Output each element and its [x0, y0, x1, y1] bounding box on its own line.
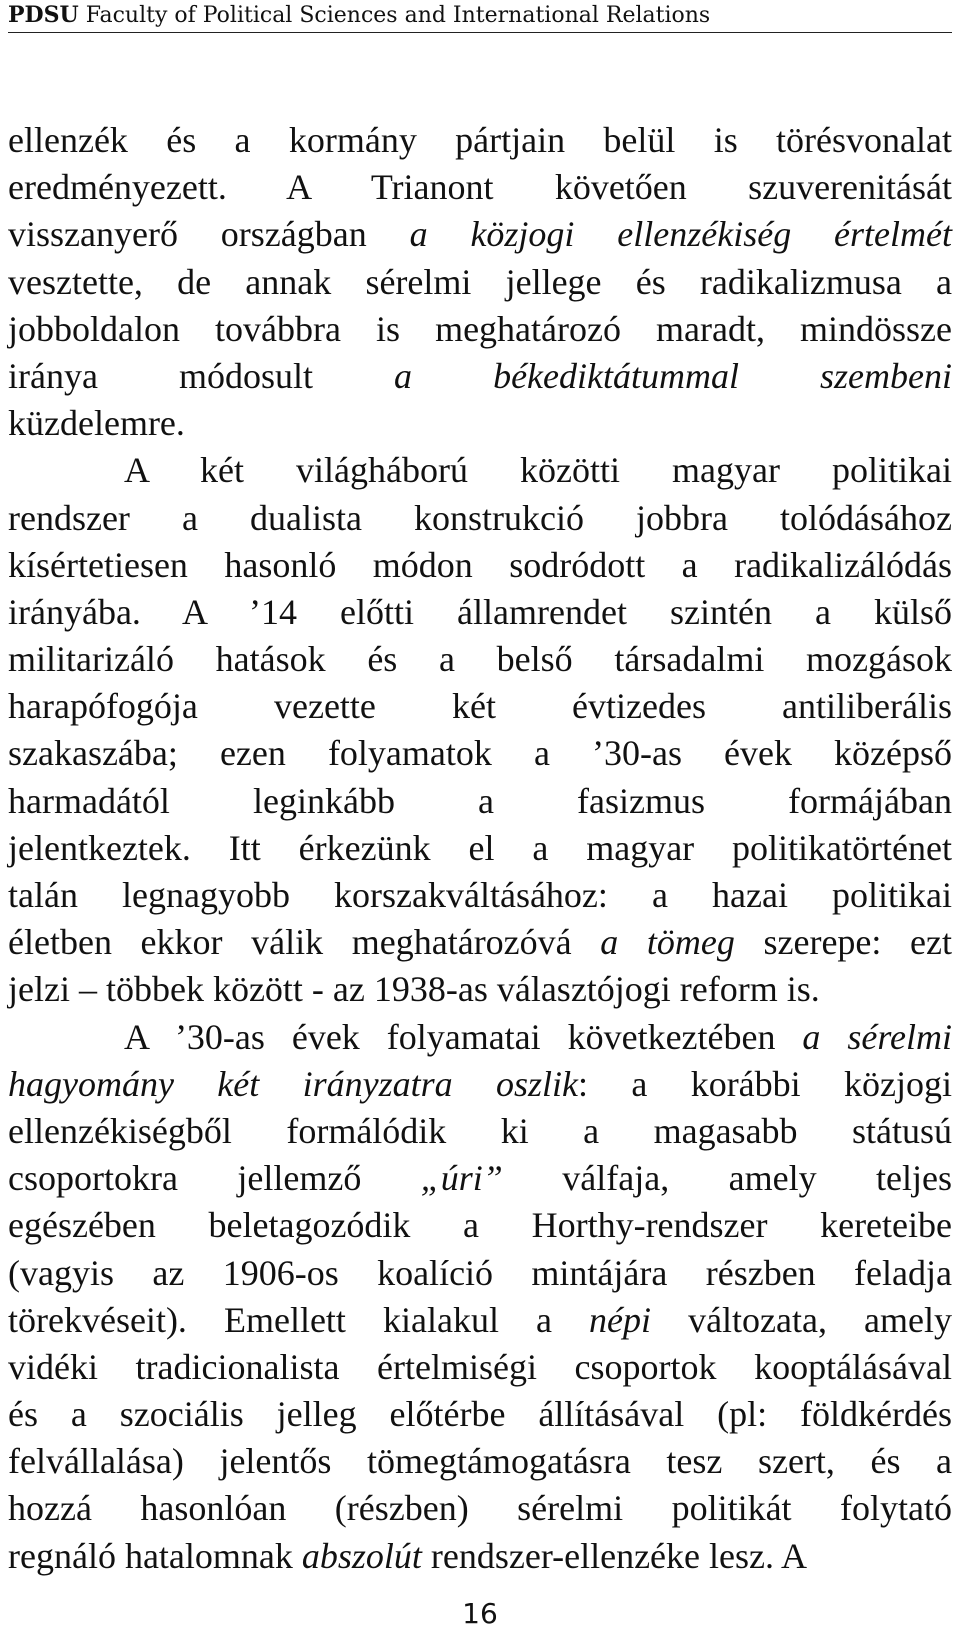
text-segment: iránya módosult — [8, 355, 395, 396]
text-segment: (vagyis az 1906-os koalíció mintájára részben feladja — [8, 1252, 952, 1293]
text-line — [8, 211, 952, 258]
text-segment: rendszer a dualista konstrukció jobbra tolódásához — [8, 497, 952, 538]
text-line — [8, 872, 952, 919]
text-segment: talán legnagyobb korszakváltásához: a hazai politikai — [8, 875, 952, 915]
text-segment: küzdelemre. — [8, 403, 185, 444]
text-segment: népi — [589, 1299, 652, 1340]
text-line — [8, 353, 952, 400]
text-segment: jobboldalon továbbra is meghatározó maradt, mindössze — [8, 308, 952, 349]
text-line — [8, 1391, 952, 1438]
text-line — [8, 778, 952, 825]
text-line — [8, 1061, 952, 1108]
text-line — [8, 542, 952, 589]
text-line — [8, 495, 952, 542]
text-segment: eredményezett. A Trianont követően szuverenitását — [8, 167, 952, 208]
text-line — [8, 589, 952, 636]
text-segment: vidéki tradicionalista értelmiségi csoportok kooptálásával — [8, 1346, 952, 1387]
text-segment: hagyomány két irányzatra oszlik — [8, 1063, 578, 1104]
text-segment: felvállalása) jelentős tömegtámogatásra tesz szert, és a — [8, 1441, 952, 1482]
text-segment: a közjogi ellenzékiség értelmét — [409, 214, 953, 255]
header-org-abbr: PDSU — [8, 2, 79, 28]
text-segment: a sérelmi — [802, 1016, 952, 1057]
text-segment: militarizáló hatások és a belső társadalmi mozgások — [8, 639, 952, 680]
text-line — [8, 164, 952, 211]
text-line — [8, 400, 952, 447]
text-line — [8, 1014, 952, 1061]
text-line — [8, 259, 952, 306]
text-line — [8, 447, 952, 494]
text-line — [8, 1485, 952, 1532]
text-segment: vesztette, de annak sérelmi jellege és radikalizmusa a — [8, 261, 952, 302]
text-line — [8, 683, 952, 730]
text-line — [8, 966, 952, 1013]
text-segment: A két világháború közötti magyar politikai — [124, 450, 952, 491]
text-line — [8, 1297, 952, 1344]
text-segment: : a korábbi közjogi — [578, 1063, 952, 1104]
text-segment: csoportokra jellemző — [8, 1158, 421, 1199]
body-text — [8, 117, 952, 1580]
text-segment: és a szociális jelleg előtérbe állításával (pl: földkérdés — [8, 1394, 952, 1435]
text-segment: egészében beletagozódik a Horthy-rendszer kereteibe — [8, 1205, 952, 1246]
text-segment: „úri” — [420, 1158, 503, 1199]
text-segment: törekvéseit). Emellett kialakul a — [8, 1299, 590, 1340]
text-line — [8, 1202, 952, 1249]
text-segment: szakaszába; ezen folyamatok a ’30-as évek középső — [8, 733, 952, 774]
text-segment: jelentkeztek. Itt érkezünk el a magyar politikatörténet — [8, 827, 952, 868]
text-line — [8, 1438, 952, 1485]
text-segment: abszolút — [301, 1535, 422, 1576]
text-line — [8, 306, 952, 353]
text-segment: rendszer-ellenzéke lesz. A — [421, 1535, 807, 1576]
text-line — [8, 1250, 952, 1297]
text-line — [8, 919, 952, 966]
text-segment: visszanyerő országban — [8, 214, 410, 255]
text-line — [8, 1155, 952, 1202]
text-segment: életben ekkor válik meghatározóvá — [8, 922, 601, 963]
text-segment: ellenzékiségből formálódik ki a magasabb státusú — [8, 1110, 952, 1151]
text-segment: harmadától leginkább a fasizmus formájában — [8, 780, 952, 821]
text-segment: válfaja, amely teljes — [502, 1158, 952, 1199]
text-line — [8, 636, 952, 683]
header-title: Faculty of Political Sciences and International Relations — [85, 3, 711, 28]
text-segment: kísértetiesen hasonló módon sodródott a radikalizálódás — [8, 544, 952, 585]
page-number: 16 — [462, 1597, 498, 1630]
text-segment: a békediktátummal szembeni — [394, 355, 952, 396]
text-line — [8, 730, 952, 777]
text-line — [8, 1108, 952, 1155]
text-segment: ellenzék és a kormány pártjain belül is törésvonalat — [8, 120, 952, 160]
text-segment: szerepe: ezt — [734, 922, 952, 963]
text-segment: a tömeg — [600, 922, 735, 963]
text-line — [8, 1344, 952, 1391]
text-segment: harapófogója vezette két évtizedes antiliberális — [8, 686, 952, 727]
text-line — [8, 1533, 952, 1580]
running-header — [8, 0, 952, 33]
text-segment: irányába. A ’14 előtti államrendet szintén a külső — [8, 591, 952, 632]
text-segment: regnáló hatalomnak — [8, 1535, 302, 1576]
text-segment: jelzi – többek között - az 1938-as választójogi reform is. — [8, 969, 820, 1010]
text-line — [8, 825, 952, 872]
text-segment: A ’30-as évek folyamatai következtében — [124, 1016, 803, 1057]
text-segment: hozzá hasonlóan (részben) sérelmi politikát folytató — [8, 1488, 952, 1529]
text-line — [8, 117, 952, 164]
text-segment: változata, amely — [651, 1299, 952, 1340]
